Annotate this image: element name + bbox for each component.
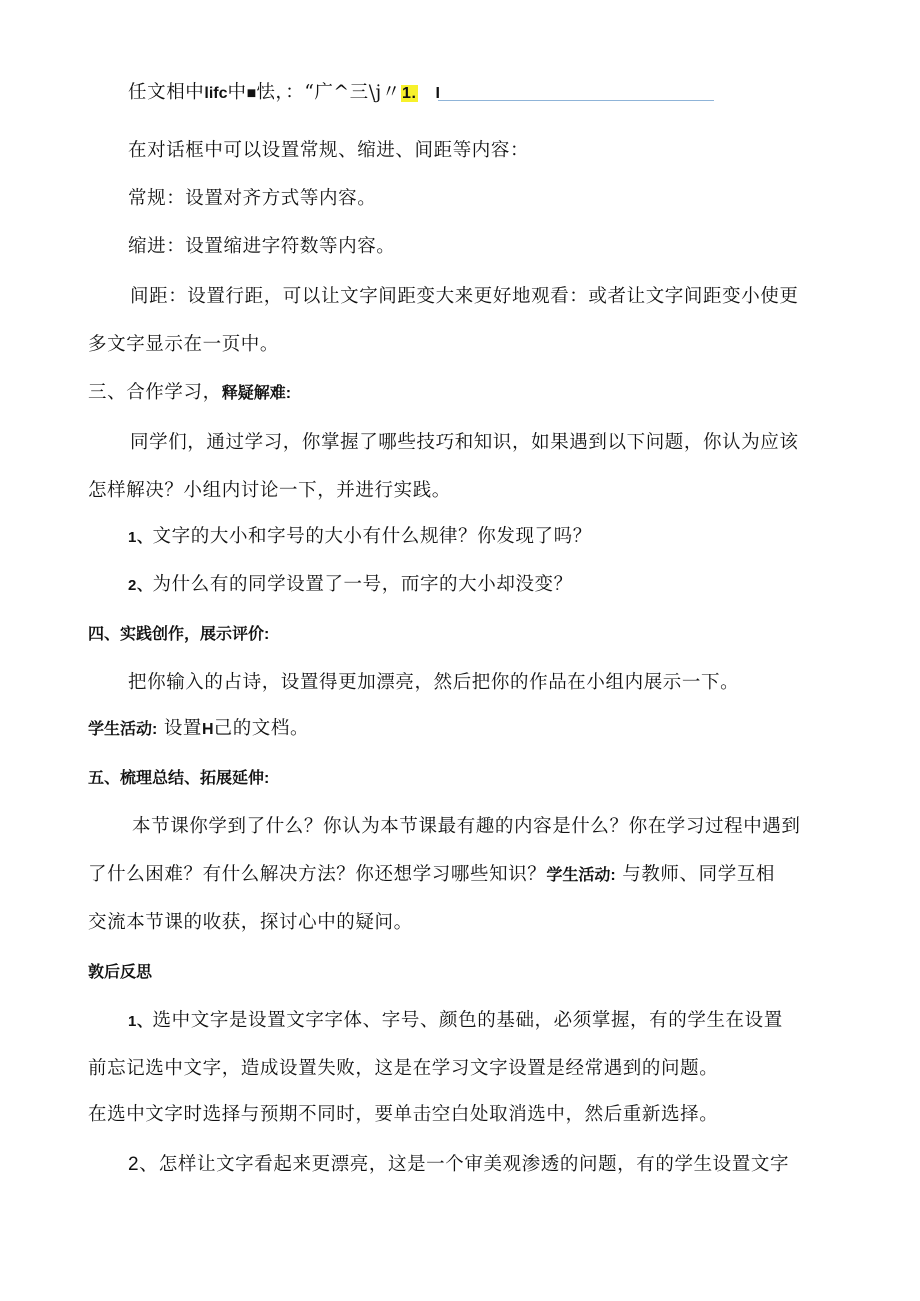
line-1-text-b: lifc	[204, 85, 228, 102]
student-activity-2-label: 学生活动:	[546, 867, 616, 884]
question-1	[128, 524, 592, 551]
line-4: 缩进：设置缩进字符数等内容。	[128, 236, 396, 257]
question-2-text: 为什么有的同学设置了一号，而字的大小却没变？	[152, 574, 573, 595]
reflection-1	[128, 1008, 783, 1035]
line-1-text-g: I	[435, 85, 440, 102]
line-5: 间距：设置行距，可以让文字间距变大来更好地观看：或者让文字间距变小使更	[130, 286, 799, 307]
student-activity-1-label: 学生活动:	[88, 721, 158, 738]
line-22: 在选中文字时选择与预期不同时，要单击空白处取消选中，然后重新选择。	[88, 1104, 719, 1125]
line-17-text-c: 与教师、同学互相	[622, 864, 776, 885]
question-2-number: 2、	[128, 577, 153, 594]
student-activity-1-text-b: H	[202, 721, 214, 738]
section-3-heading	[88, 380, 291, 407]
line-17-text-a: 了什么困难？有什么解决方法？你还想学习哪些知识？	[88, 864, 547, 885]
line-18: 交流本节课的收获，探讨心中的疑问。	[88, 912, 413, 933]
section-4-heading: 四、实践创作，展示评价:	[88, 626, 270, 643]
line-1-highlight: 1.	[402, 85, 417, 102]
student-activity-1-text-c: 己的文档。	[213, 718, 310, 739]
section-5-heading: 五、梳理总结、拓展延伸:	[88, 770, 270, 787]
line-8: 同学们，通过学习，你掌握了哪些技巧和知识，如果遇到以下问题，你认为应该	[130, 432, 799, 453]
line-2: 在对话框中可以设置常规、缩进、间距等内容：	[128, 140, 530, 161]
question-2	[128, 572, 573, 599]
section-3-heading-b: 释疑解难:	[221, 385, 292, 402]
question-1-text: 文字的大小和字号的大小有什么规律？你发现了吗？	[152, 526, 592, 547]
reflection-1-number: 1、	[128, 1013, 153, 1030]
line-1-text-c: 中	[227, 82, 247, 103]
reflection-heading: 敦后反思	[88, 964, 153, 981]
line-16: 本节课你学到了什么？你认为本节课最有趣的内容是什么？你在学习过程中遇到	[132, 816, 801, 837]
student-activity-1-text-a: 设置	[163, 718, 203, 739]
line-13: 把你输入的占诗，设置得更加漂亮，然后把你的作品在小组内展示一下。	[128, 672, 740, 693]
reflection-2-number: 2、	[128, 1154, 159, 1175]
section-3-heading-a: 三、合作学习，	[88, 382, 222, 403]
blue-rule-line	[438, 100, 714, 101]
line-1-text-a: 任文相中	[128, 82, 205, 103]
line-1	[128, 80, 440, 107]
line-17	[88, 862, 775, 889]
reflection-2-text: 怎样让文字看起来更漂亮，这是一个审美观渗透的问题，有的学生设置文字	[158, 1154, 790, 1175]
line-1-text-d: ■	[246, 85, 257, 102]
line-21: 前忘记选中文字，造成设置失败，这是在学习文字设置是经常遇到的问题。	[88, 1058, 719, 1079]
student-activity-1	[88, 716, 309, 743]
line-1-text-e: 怯，：“广^三\j〃	[256, 82, 401, 103]
line-9: 怎样解决？小组内讨论一下，并进行实践。	[88, 480, 451, 501]
question-1-number: 1、	[128, 529, 153, 546]
line-3: 常规：设置对齐方式等内容。	[128, 188, 377, 209]
reflection-1-text: 选中文字是设置文字字体、字号、颜色的基础，必须掌握，有的学生在设置	[152, 1010, 783, 1031]
reflection-2	[128, 1152, 789, 1178]
line-6: 多文字显示在一页中。	[88, 334, 280, 355]
